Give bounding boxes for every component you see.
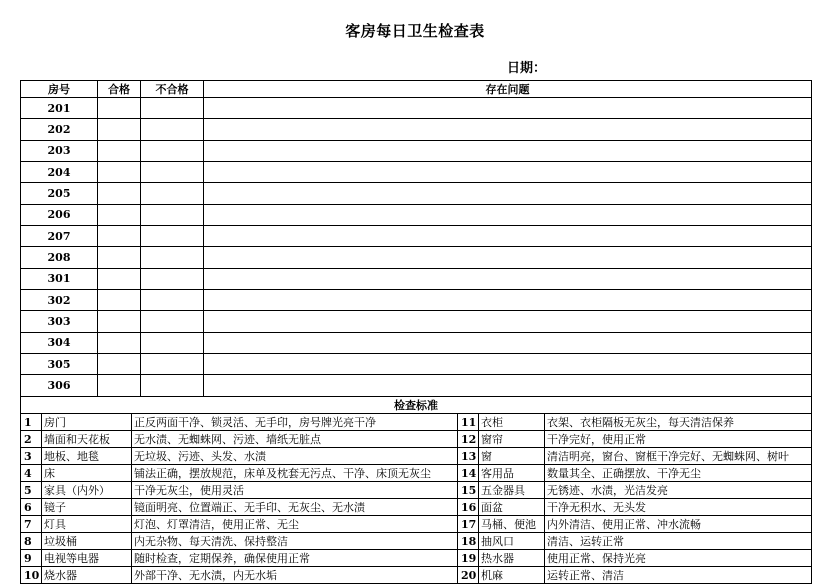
pass-cell[interactable]	[98, 140, 141, 161]
pass-cell[interactable]	[98, 354, 141, 375]
standards-row	[21, 431, 812, 448]
standard-number: 2	[21, 431, 42, 448]
table-row	[21, 226, 812, 247]
standard-number: 4	[21, 465, 42, 482]
room-number: 203	[21, 140, 98, 161]
standards-row	[21, 533, 812, 550]
pass-cell[interactable]	[98, 375, 141, 396]
standards-row	[21, 550, 812, 567]
table-row	[21, 375, 812, 396]
standard-criteria: 灯泡、灯罩清洁，使用正常、无尘	[132, 516, 458, 533]
standard-number: 14	[458, 465, 479, 482]
fail-cell[interactable]	[141, 226, 204, 247]
pass-cell[interactable]	[98, 119, 141, 140]
fail-cell[interactable]	[141, 204, 204, 225]
header-fail: 不合格	[141, 81, 204, 98]
table-row	[21, 98, 812, 119]
table-row	[21, 183, 812, 204]
table-row	[21, 119, 812, 140]
standard-criteria: 运转正常、清洁	[545, 567, 812, 584]
pass-cell[interactable]	[98, 247, 141, 268]
issues-cell[interactable]	[204, 204, 812, 225]
issues-cell[interactable]	[204, 268, 812, 289]
standards-row	[21, 448, 812, 465]
pass-cell[interactable]	[98, 183, 141, 204]
standard-number: 6	[21, 499, 42, 516]
table-row	[21, 162, 812, 183]
header-pass: 合格	[98, 81, 141, 98]
room-number: 201	[21, 98, 98, 119]
standards-row	[21, 499, 812, 516]
fail-cell[interactable]	[141, 375, 204, 396]
fail-cell[interactable]	[141, 268, 204, 289]
standard-criteria: 无水渍、无蜘蛛网、污迹、墙纸无脏点	[132, 431, 458, 448]
standards-row	[21, 482, 812, 499]
standard-criteria: 无垃圾、污迹、头发、水渍	[132, 448, 458, 465]
standard-number: 17	[458, 516, 479, 533]
standard-item: 面盆	[479, 499, 545, 516]
page-title: 客房每日卫生检查表	[345, 22, 485, 40]
standard-criteria: 衣架、衣柜隔板无灰尘，每天清洁保养	[545, 414, 812, 431]
room-number: 202	[21, 119, 98, 140]
standard-number: 9	[21, 550, 42, 567]
standard-criteria: 正反两面干净、锁灵活、无手印，房号牌光亮干净	[132, 414, 458, 431]
standards-row	[21, 414, 812, 431]
standard-item: 墙面和天花板	[42, 431, 132, 448]
issues-cell[interactable]	[204, 140, 812, 161]
pass-cell[interactable]	[98, 268, 141, 289]
room-number: 304	[21, 332, 98, 353]
standard-item: 抽风口	[479, 533, 545, 550]
table-row	[21, 268, 812, 289]
standard-criteria: 镜面明亮、位置端正、无手印、无灰尘、无水渍	[132, 499, 458, 516]
standard-item: 马桶、便池	[479, 516, 545, 533]
issues-cell[interactable]	[204, 162, 812, 183]
standard-number: 19	[458, 550, 479, 567]
room-number: 303	[21, 311, 98, 332]
standard-criteria: 内外清洁、使用正常、冲水流畅	[545, 516, 812, 533]
issues-cell[interactable]	[204, 311, 812, 332]
fail-cell[interactable]	[141, 140, 204, 161]
header-room: 房号	[21, 81, 98, 98]
room-number: 302	[21, 290, 98, 311]
fail-cell[interactable]	[141, 354, 204, 375]
standards-title: 检查标准	[21, 397, 812, 414]
table-row	[21, 354, 812, 375]
pass-cell[interactable]	[98, 226, 141, 247]
room-number: 305	[21, 354, 98, 375]
table-row	[21, 332, 812, 353]
standard-item: 镜子	[42, 499, 132, 516]
standard-criteria: 无锈迹、水渍，光洁发亮	[545, 482, 812, 499]
issues-cell[interactable]	[204, 247, 812, 268]
standard-number: 1	[21, 414, 42, 431]
standard-item: 窗帘	[479, 431, 545, 448]
standard-criteria: 干净无灰尘，使用灵活	[132, 482, 458, 499]
room-number: 206	[21, 204, 98, 225]
standard-item: 垃圾桶	[42, 533, 132, 550]
fail-cell[interactable]	[141, 119, 204, 140]
table-row	[21, 247, 812, 268]
standard-number: 5	[21, 482, 42, 499]
standard-criteria: 使用正常、保持光亮	[545, 550, 812, 567]
issues-cell[interactable]	[204, 332, 812, 353]
standard-criteria: 外部干净、无水渍，内无水垢	[132, 567, 458, 584]
room-number: 204	[21, 162, 98, 183]
standards-row	[21, 567, 812, 584]
table-row	[21, 140, 812, 161]
fail-cell[interactable]	[141, 98, 204, 119]
room-number: 301	[21, 268, 98, 289]
pass-cell[interactable]	[98, 332, 141, 353]
standards-row	[21, 516, 812, 533]
standard-number: 20	[458, 567, 479, 584]
room-table-header	[21, 81, 812, 98]
standard-item: 电视等电器	[42, 550, 132, 567]
standard-number: 15	[458, 482, 479, 499]
standard-number: 11	[458, 414, 479, 431]
standard-item: 房门	[42, 414, 132, 431]
fail-cell[interactable]	[141, 311, 204, 332]
pass-cell[interactable]	[98, 98, 141, 119]
standard-number: 7	[21, 516, 42, 533]
standard-item: 机麻	[479, 567, 545, 584]
issues-cell[interactable]	[204, 119, 812, 140]
issues-cell[interactable]	[204, 226, 812, 247]
standard-number: 18	[458, 533, 479, 550]
standard-criteria: 干净无积水、无头发	[545, 499, 812, 516]
table-row	[21, 204, 812, 225]
standard-criteria: 铺法正确，摆放规范，床单及枕套无污点、干净、床顶无灰尘	[132, 465, 458, 482]
pass-cell[interactable]	[98, 311, 141, 332]
standard-item: 衣柜	[479, 414, 545, 431]
issues-cell[interactable]	[204, 375, 812, 396]
standard-number: 3	[21, 448, 42, 465]
fail-cell[interactable]	[141, 162, 204, 183]
room-inspection-table	[20, 80, 812, 397]
standard-number: 13	[458, 448, 479, 465]
standard-criteria: 随时检查，定期保养，确保使用正常	[132, 550, 458, 567]
standard-item: 热水器	[479, 550, 545, 567]
header-issues: 存在问题	[204, 81, 812, 98]
issues-cell[interactable]	[204, 354, 812, 375]
standard-number: 8	[21, 533, 42, 550]
standard-number: 10	[21, 567, 42, 584]
issues-cell[interactable]	[204, 98, 812, 119]
pass-cell[interactable]	[98, 162, 141, 183]
pass-cell[interactable]	[98, 290, 141, 311]
room-number: 306	[21, 375, 98, 396]
standard-criteria: 数量其全、正确摆放、干净无尘	[545, 465, 812, 482]
issues-cell[interactable]	[204, 183, 812, 204]
standard-criteria: 清洁明亮，窗台、窗框干净完好、无蜘蛛网、树叶	[545, 448, 812, 465]
standard-item: 床	[42, 465, 132, 482]
standards-header	[21, 397, 812, 414]
room-number: 205	[21, 183, 98, 204]
fail-cell[interactable]	[141, 247, 204, 268]
standard-number: 12	[458, 431, 479, 448]
fail-cell[interactable]	[141, 290, 204, 311]
standards-row	[21, 465, 812, 482]
standard-item: 烧水器	[42, 567, 132, 584]
table-row	[21, 311, 812, 332]
standard-criteria: 清洁、运转正常	[545, 533, 812, 550]
standard-item: 家具（内外）	[42, 482, 132, 499]
standard-criteria: 干净完好，使用正常	[545, 431, 812, 448]
standard-item: 客用品	[479, 465, 545, 482]
table-row	[21, 290, 812, 311]
date-label: 日期：	[507, 61, 547, 76]
issues-cell[interactable]	[204, 290, 812, 311]
fail-cell[interactable]	[141, 332, 204, 353]
standard-item: 窗	[479, 448, 545, 465]
room-number: 208	[21, 247, 98, 268]
standard-number: 16	[458, 499, 479, 516]
room-number: 207	[21, 226, 98, 247]
standard-item: 五金器具	[479, 482, 545, 499]
inspection-standards-table	[20, 396, 812, 584]
pass-cell[interactable]	[98, 204, 141, 225]
fail-cell[interactable]	[141, 183, 204, 204]
standard-item: 地板、地毯	[42, 448, 132, 465]
standard-criteria: 内无杂物、每天清洗、保持整洁	[132, 533, 458, 550]
standard-item: 灯具	[42, 516, 132, 533]
